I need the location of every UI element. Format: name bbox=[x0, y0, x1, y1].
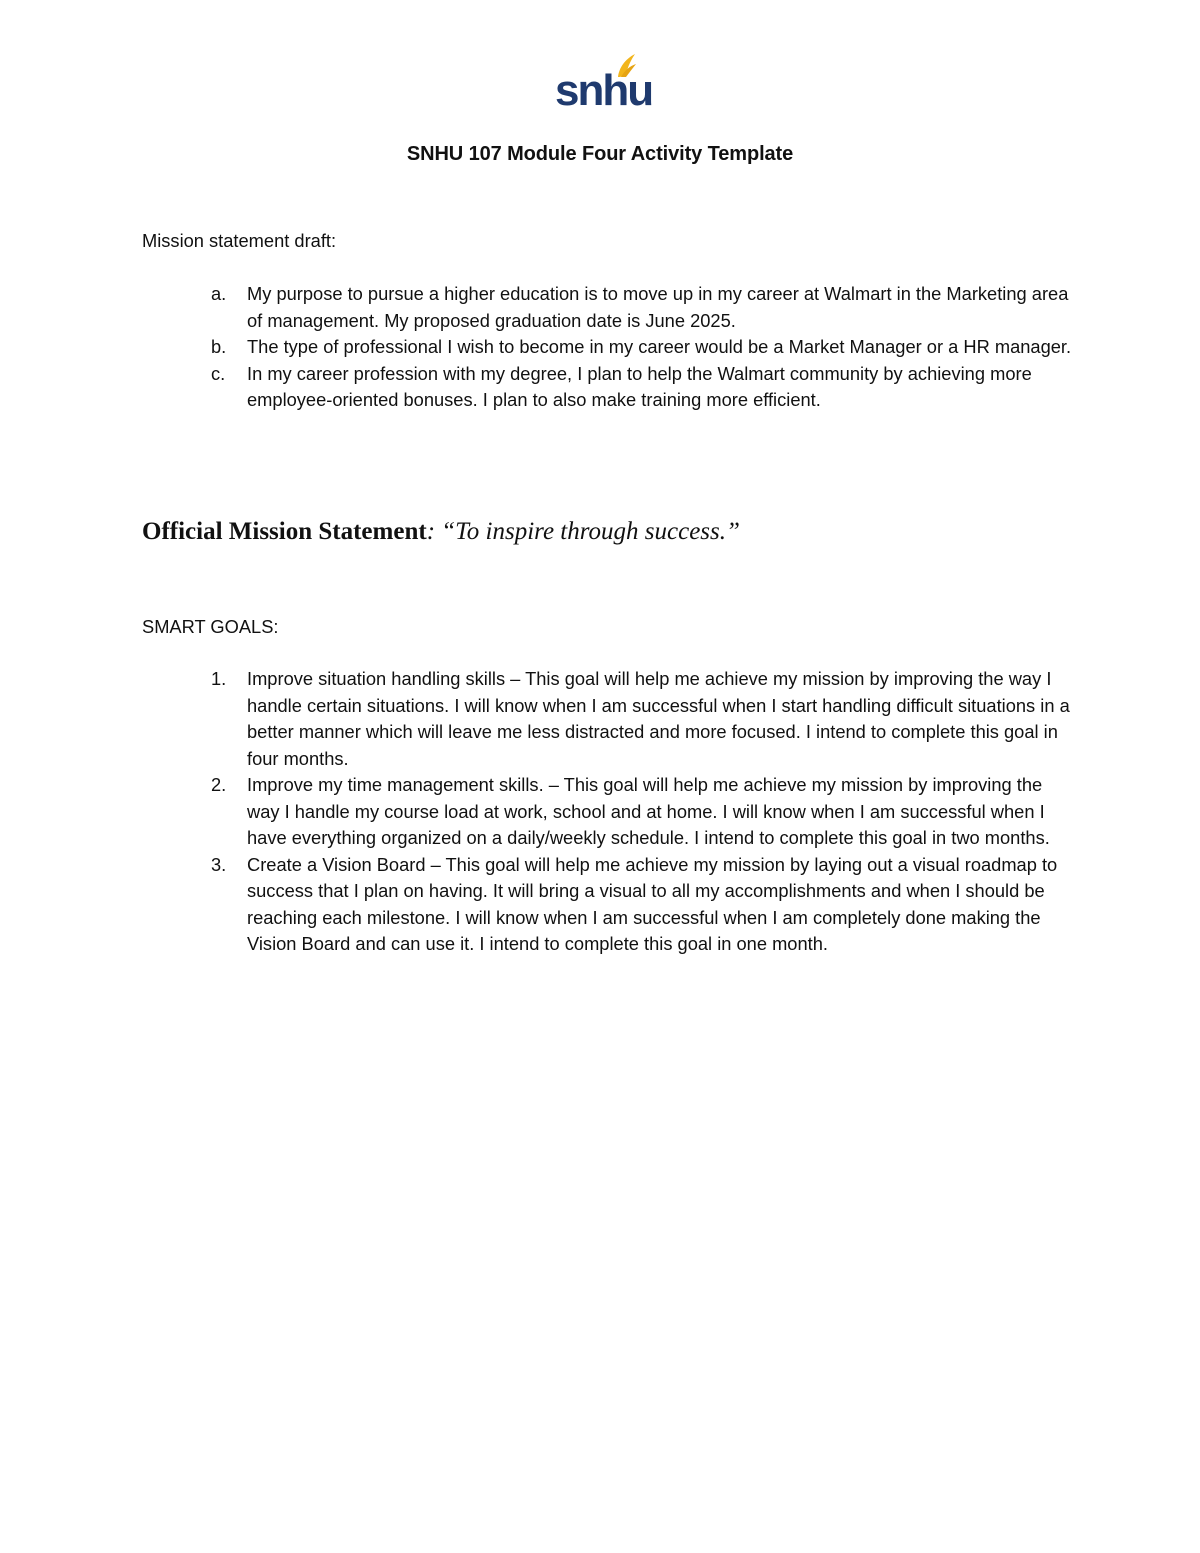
list-item bbox=[142, 852, 1072, 958]
list-marker: 3. bbox=[211, 853, 227, 875]
smart-goals-list bbox=[142, 666, 1072, 958]
list-item bbox=[142, 772, 1072, 852]
list-marker: 2. bbox=[211, 774, 227, 795]
list-item-text: Create a Vision Board – This goal will help me achieve my mission by laying out a visual roadmap to success that I plan on having. It will bring a visual to all my accomplishments and when I should be reaching each milestone. I will know when I am successful when I am completely done making the Vision Board and can use it. I intend to complete this goal in one month. bbox=[247, 853, 1058, 954]
list-item bbox=[142, 666, 1072, 772]
list-item-text: Improve my time management skills. – This goal will help me achieve my mission by improving the way I handle my course load at work, school and at home. I will know when I am successful when I have everything organized on a daily/weekly schedule. I intend to complete this goal in two months. bbox=[247, 774, 1050, 848]
list-item bbox=[142, 334, 1072, 361]
list-item-text: In my career profession with my degree, I plan to help the Walmart community by achieving more employee-oriented bonuses. I plan to also make training more efficient. bbox=[247, 362, 1032, 410]
mission-draft-label: Mission statement draft: bbox=[142, 230, 337, 251]
official-mission-separator: : bbox=[426, 518, 442, 545]
list-marker: a. bbox=[211, 283, 227, 304]
list-item bbox=[142, 361, 1072, 414]
document-title: SNHU 107 Module Four Activity Template bbox=[406, 143, 794, 165]
list-item-text: Improve situation handling skills – This goal will help me achieve my mission by improving the way I handle certain situations. I will know when I am successful when I start handling difficult situations in a better manner which will leave me less distracted and more focused. I intend to complete this goal in four months. bbox=[247, 668, 1070, 769]
official-mission-quote: “To inspire through success.” bbox=[441, 518, 740, 545]
list-item-text: The type of professional I wish to become in my career would be a Market Manager or a HR manager. bbox=[247, 336, 1072, 357]
official-mission-label: Official Mission Statement bbox=[142, 518, 427, 545]
official-mission-statement bbox=[142, 518, 740, 546]
list-marker: 1. bbox=[211, 668, 227, 689]
mission-draft-list bbox=[142, 281, 1072, 414]
snhu-logo bbox=[555, 50, 653, 115]
list-item-text: My purpose to pursue a higher education is to move up in my career at Walmart in the Marketing area of management. My proposed graduation date is June 2025. bbox=[247, 283, 1069, 331]
svg-text:snhu: snhu bbox=[555, 66, 653, 115]
list-item bbox=[142, 281, 1072, 334]
list-marker: b. bbox=[211, 336, 227, 357]
smart-goals-label: SMART GOALS: bbox=[142, 616, 279, 637]
list-marker: c. bbox=[211, 362, 226, 384]
